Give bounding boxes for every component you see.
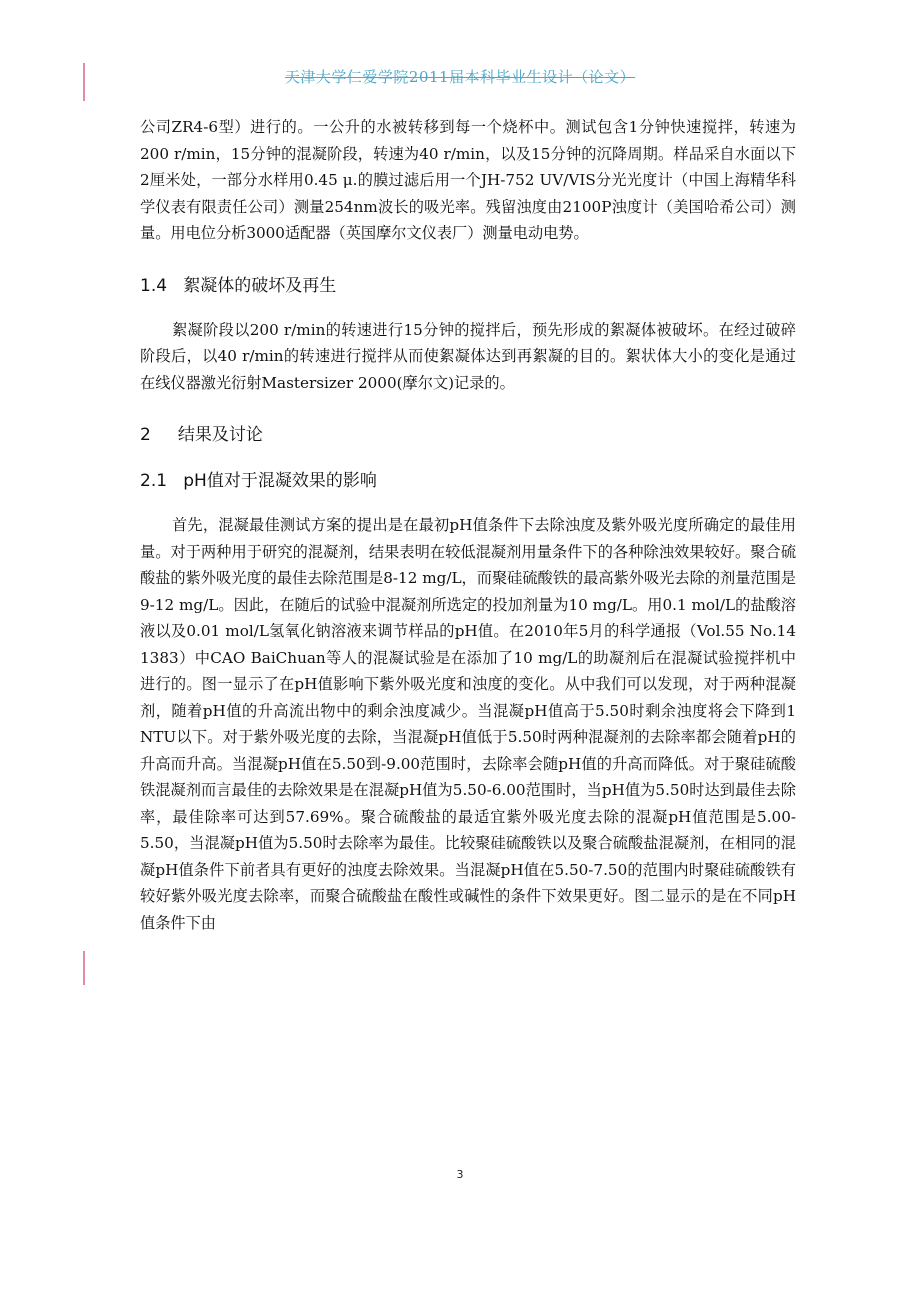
section-heading-2-1: 2.1 pH值对于混凝效果的影响 [140,471,377,491]
section-1-4-paragraph: 絮凝阶段以200 r/min的转速进行15分钟的搅拌后，预先形成的絮凝体被破坏。在经过破碎阶段后，以40 r/min的转速进行搅拌从而使絮凝体达到再絮凝的目的。絮状体大小的变化是通过在线仪器激光衍射Mastersizer 2000(摩尔文)记录的。 [140,320,796,392]
intro-paragraph: 公司ZR4-6型）进行的。一公升的水被转移到每一个烧杯中。测试包含1分钟快速搅拌，转速为200 r/min，15分钟的混凝阶段，转速为40 r/min，以及15分钟的沉降周期。样品采自水面以下2厘米处，一部分水样用0.45 μ.的膜过滤后用一个JH-752 UV/VIS分光光度计（中国上海精华科学仪表有限责任公司）测量254nm波长的吸光率。残留浊度由2100P浊度计（美国哈希公司）测量。用电位分析3000适配器（英国摩尔文仪表厂）测量电动电势。 [140,118,796,242]
margin-change-mark [83,63,85,101]
section-heading-2: 2 结果及讨论 [140,425,263,445]
page-header-title: 天津大学仁爱学院2011届本科毕业生设计（论文） [284,68,636,86]
document-body [140,114,796,936]
page-number: 3 [456,1168,464,1181]
section-heading-1-4: 1.4 絮凝体的破坏及再生 [140,275,337,296]
margin-change-mark [83,951,85,985]
section-2-1-paragraph: 首先，混凝最佳测试方案的提出是在最初pH值条件下去除浊度及紫外吸光度所确定的最佳用量。对于两种用于研究的混凝剂，结果表明在较低混凝剂用量条件下的各种除浊效果较好。聚合硫酸盐的紫外吸光度的最佳去除范围是8-12 mg/L，而聚硅硫酸铁的最高紫外吸光去除的剂量范围是9-12 mg/L。因此，在随后的试验中混凝剂所选定的投加剂量为10 mg/L。用0.1 mol/L的盐酸溶液以及0.01 mol/L氢氧化钠溶液来调节样品的pH值。在2010年5月的科学通报（Vol.55 No.14 1383）中CAO BaiChuan等人的混凝试验是在添加了10 mg/L的助凝剂后在混凝试验搅拌机中进行的。图一显示了在pH值影响下紫外吸光度和浊度的变化。从中我们可以发现，对于两种混凝剂，随着pH值的升高流出物中的剩余浊度减少。当混凝pH值高于5.50时剩余浊度将会下降到1 NTU以下。对于紫外吸光度的去除，当混凝pH值低于5.50时两种混凝剂的去除率都会随着pH的升高而升高。当混凝pH值在5.50到-9.00范围时，去除率会随pH值的升高而降低。对于聚硅硫酸铁混凝剂而言最佳的去除效果是在混凝pH值为5.50-6.00范围时，当pH值为5.50时达到最佳去除率，最佳除率可达到57.69%。聚合硫酸盐的最适宜紫外吸光度去除的混凝pH值范围是5.00-5.50，当混凝pH值为5.50时去除率为最佳。比较聚硅硫酸铁以及聚合硫酸盐混凝剂，在相同的混凝pH值条件下前者具有更好的浊度去除效果。当混凝pH值在5.50-7.50的范围内时聚硅硫酸铁有较好紫外吸光度去除率，而聚合硫酸盐在酸性或碱性的条件下效果更好。图二显示的是在不同pH值条件下由 [140,516,796,932]
